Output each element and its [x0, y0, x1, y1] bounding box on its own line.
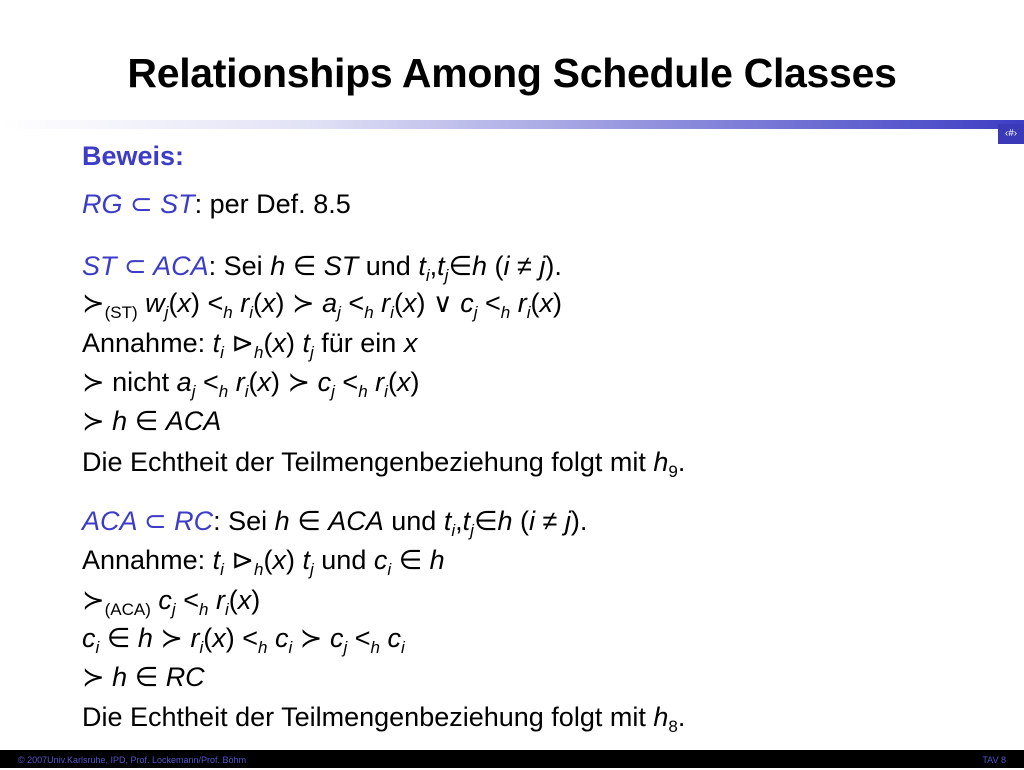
footer-copyright: © 2007Univ.Karlsruhe, IPD, Prof. Lockemann/Prof. Böhm [18, 755, 247, 765]
proof-line-13: Die Echtheit der Teilmengenbeziehung folgt mit $h_8$. [82, 702, 686, 736]
proof-line-3: $≻_{(ST)}$ $w_j(x) <_h$ $r_i(x)$ ≻ $a_j <_h$ $r_i(x)$ ∨ $c_j <_h$ $r_i(x)$ [82, 288, 563, 322]
proof-line-12: ≻ h ∈ RC [82, 662, 205, 692]
title-rule [0, 120, 1024, 129]
proof-line-7: Die Echtheit der Teilmengenbeziehung folgt mit $h_9$. [82, 447, 686, 481]
proof-line-5: ≻ nicht $a_j <_h$ $r_i(x)$ ≻ $c_j <_h$ $r_i(x)$ [82, 367, 420, 401]
page-marker: ‹#› [998, 124, 1024, 144]
claim-rg-st: RG ⊂ ST [82, 189, 195, 219]
proof-line-11: $c_i$ ∈ h ≻ $r_i(x) <_h$ $c_i$ ≻ $c_j <_h$ $c_i$ [82, 623, 405, 657]
footer-page-label: TAV 8 [982, 755, 1006, 765]
claim-st-aca: ST ⊂ ACA [82, 251, 209, 281]
claim-aca-rc: ACA ⊂ RC [82, 506, 214, 536]
proof-heading: Beweis: [82, 141, 185, 171]
slide-title: Relationships Among Schedule Classes [127, 50, 897, 96]
proof-line-4: Annahme: $t_i$ $⊳_h(x)$ $t_j$ für ein x [82, 328, 418, 362]
proof-line-1: RG ⊂ ST: per Def. 8.5 [82, 189, 351, 219]
proof-line-10: $≻_{(ACA)}$ $c_j <_h$ $r_i(x)$ [82, 585, 261, 619]
proof-line-6: ≻ h ∈ ACA [82, 406, 222, 436]
proof-line-2: ST ⊂ ACA: Sei h ∈ ST und $t_i,t_j\in h$ (i ≠ j). [82, 251, 562, 285]
footer-bar [0, 750, 1024, 768]
proof-line-9: Annahme: $t_i$ $⊳_h(x)$ $t_j$ und $c_i$ ∈ h [82, 545, 445, 579]
proof-line-8: ACA ⊂ RC: Sei h ∈ ACA und $t_i,t_j\in h$ (i ≠ j). [82, 506, 588, 540]
